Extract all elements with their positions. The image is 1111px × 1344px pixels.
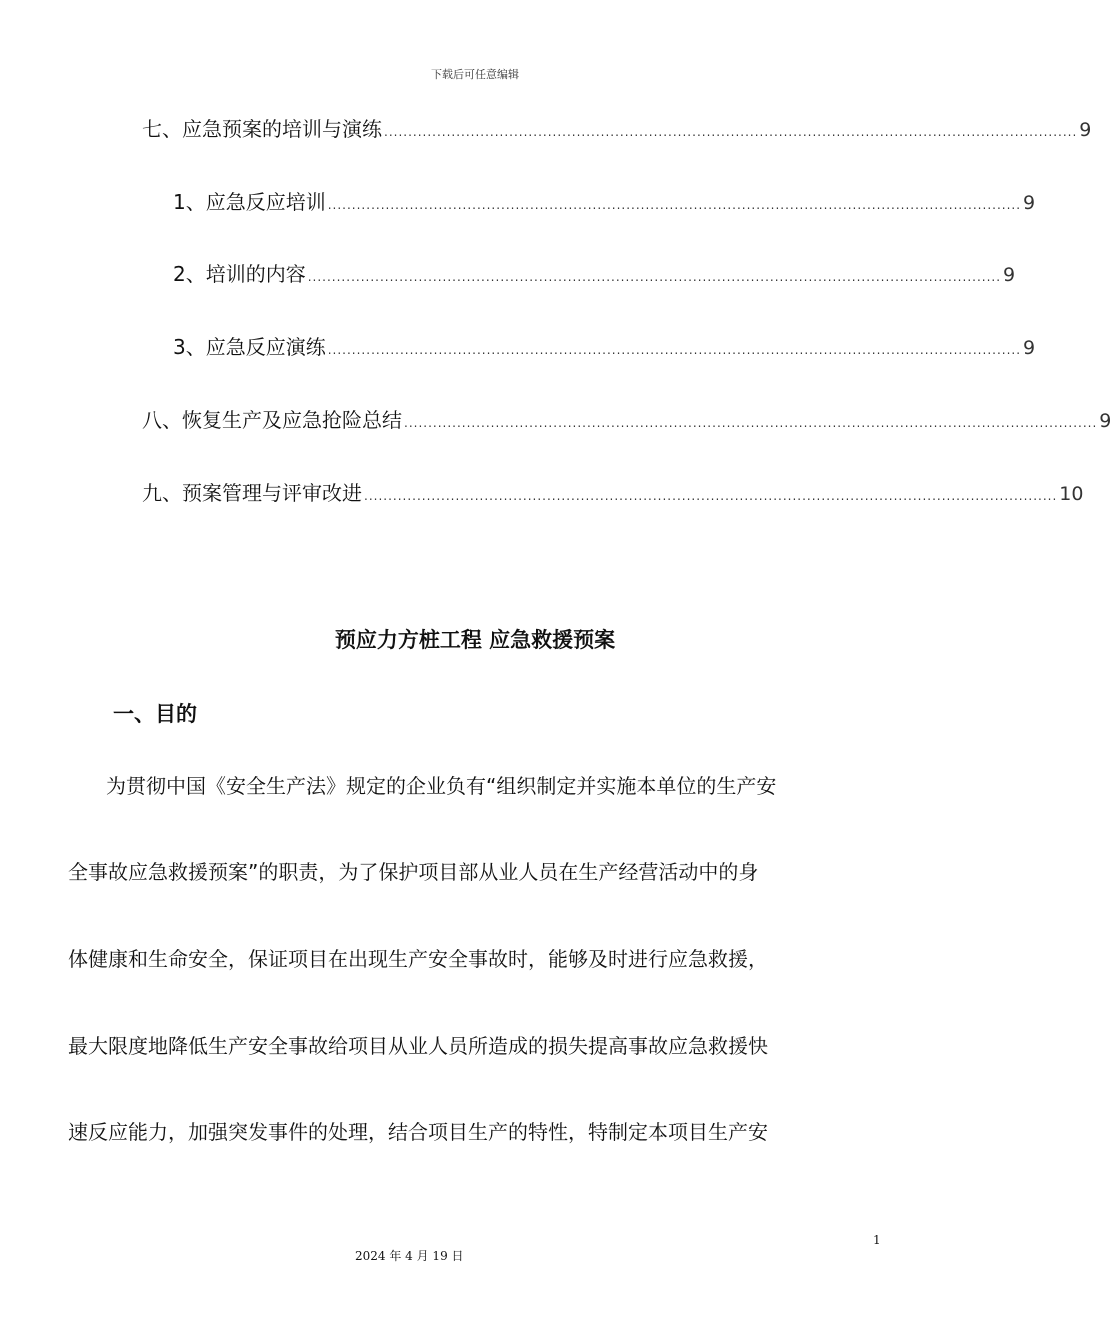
footer-date: 2024 年 4 月 19 日	[355, 1249, 464, 1263]
toc-entry-page: 9	[1003, 264, 1016, 286]
body-text-line: 全事故应急救援预案”的职责，为了保护项目部从业人员在生产经营活动中的身	[68, 860, 759, 884]
toc-leader-dots: ................................................................................................................................................	[327, 198, 1022, 212]
toc-entry-text: 2、培训的内容	[173, 262, 306, 286]
document-title: 预应力方桩工程 应急救援预案	[334, 628, 616, 652]
toc-leader-dots: ................................................................................................................................................	[384, 125, 1078, 139]
body-text-line: 最大限度地降低生产安全事故给项目从业人员所造成的损失提高事故应急救援快	[68, 1034, 768, 1058]
toc-entry[interactable]	[173, 259, 1016, 289]
toc-entry-text: 九、预案管理与评审改进	[142, 481, 362, 505]
toc-entry[interactable]	[142, 114, 1092, 144]
toc-leader-dots: ................................................................................................................................................	[364, 489, 1058, 503]
toc-entry-text: 3、应急反应演练	[173, 335, 326, 359]
toc-entry[interactable]	[173, 187, 1036, 217]
body-text-line: 速反应能力，加强突发事件的处理，结合项目生产的特性，特制定本项目生产安	[68, 1120, 768, 1144]
toc-entry-text: 1、应急反应培训	[173, 190, 326, 214]
toc-entry-text: 七、应急预案的培训与演练	[142, 117, 382, 141]
body-text-line: 体健康和生命安全，保证项目在出现生产安全事故时，能够及时进行应急救援，	[68, 947, 768, 971]
toc-leader-dots: ................................................................................................................................................	[307, 270, 1002, 284]
toc-entry[interactable]	[142, 478, 1084, 508]
header-note: 下载后可任意编辑	[431, 68, 519, 81]
toc-entry-page: 10	[1059, 483, 1084, 505]
toc-entry-page: 9	[1023, 337, 1036, 359]
body-text-line: 为贯彻中国《安全生产法》规定的企业负有“组织制定并实施本单位的生产安	[106, 774, 777, 798]
toc-entry-text: 八、恢复生产及应急抢险总结	[142, 408, 402, 432]
section-heading: 一、目的	[113, 702, 197, 726]
toc-leader-dots: ................................................................................................................................................	[327, 343, 1022, 357]
toc-leader-dots: ................................................................................................................................................	[404, 416, 1098, 430]
toc-entry[interactable]	[142, 405, 1111, 435]
toc-entry-page: 9	[1079, 119, 1092, 141]
toc-entry-page: 9	[1023, 192, 1036, 214]
toc-entry-page: 9	[1099, 410, 1111, 432]
page-number: 1	[873, 1233, 881, 1247]
toc-entry[interactable]	[173, 332, 1036, 362]
